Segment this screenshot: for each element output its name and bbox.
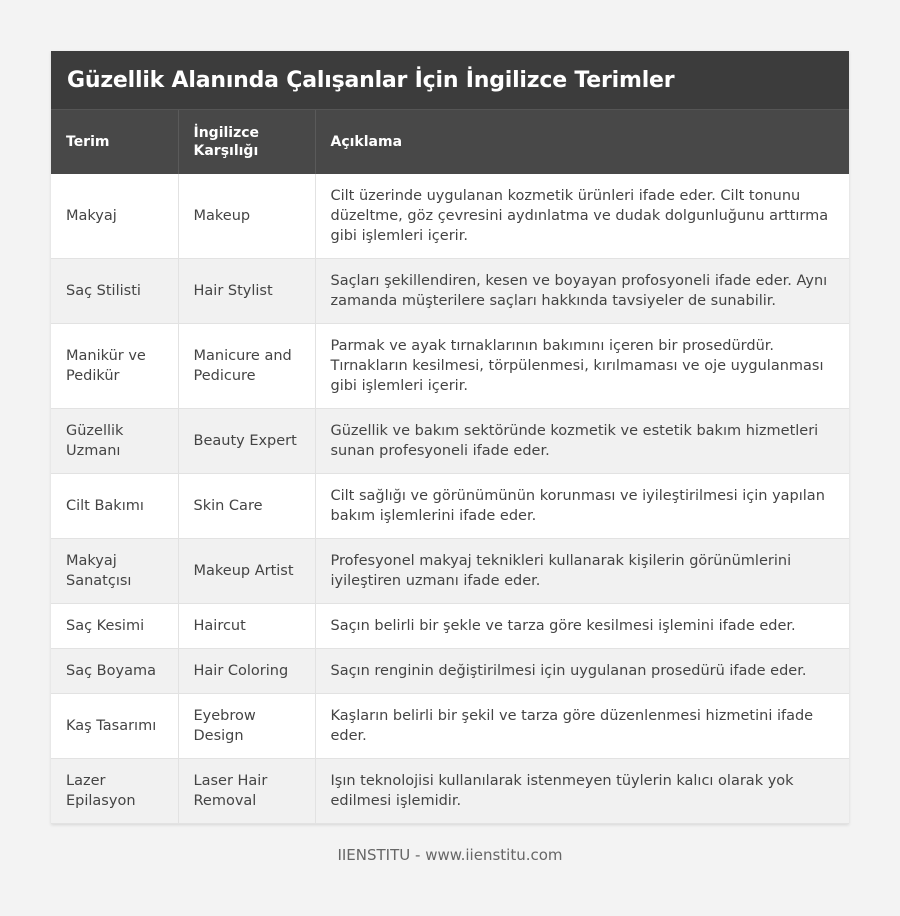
english-cell: Beauty Expert [178,409,315,474]
column-header-description: Açıklama [315,110,849,174]
table-row [51,474,849,539]
table-row [51,324,849,409]
english-cell: Haircut [178,604,315,649]
english-cell: Laser Hair Removal [178,759,315,824]
description-cell: Cilt sağlığı ve görünümünün korunması ve iyileştirilmesi için yapılan bakım işlemlerini ifade eder. [315,474,849,539]
description-cell: Parmak ve ayak tırnaklarının bakımını içeren bir prosedürdür. Tırnakların kesilmesi, törpülenmesi, kırılmaması ve oje uygulanması gibi işlemleri içerir. [315,324,849,409]
english-cell: Skin Care [178,474,315,539]
table-row [51,694,849,759]
term-cell: Manikür ve Pedikür [51,324,178,409]
term-cell: Güzellik Uzmanı [51,409,178,474]
table-row [51,604,849,649]
table-row [51,649,849,694]
page-title: Güzellik Alanında Çalışanlar İçin İngilizce Terimler [51,51,849,110]
table-row [51,174,849,259]
description-cell: Saçları şekillendiren, kesen ve boyayan profosyoneli ifade eder. Aynı zamanda müşterilere saçları hakkında tavsiyeler de sunabilir. [315,259,849,324]
table-row [51,259,849,324]
description-cell: Saçın renginin değiştirilmesi için uygulanan prosedürü ifade eder. [315,649,849,694]
table-row [51,759,849,824]
term-cell: Makyaj Sanatçısı [51,539,178,604]
description-cell: Kaşların belirli bir şekil ve tarza göre düzenlenmesi hizmetini ifade eder. [315,694,849,759]
term-cell: Cilt Bakımı [51,474,178,539]
english-cell: Hair Coloring [178,649,315,694]
term-cell: Saç Kesimi [51,604,178,649]
term-cell: Saç Boyama [51,649,178,694]
description-cell: Saçın belirli bir şekle ve tarza göre kesilmesi işlemini ifade eder. [315,604,849,649]
term-cell: Kaş Tasarımı [51,694,178,759]
terms-table-card [51,51,849,824]
term-cell: Lazer Epilasyon [51,759,178,824]
column-header-english: İngilizce Karşılığı [178,110,315,174]
english-cell: Eyebrow Design [178,694,315,759]
english-cell: Makeup Artist [178,539,315,604]
english-cell: Manicure and Pedicure [178,324,315,409]
description-cell: Cilt üzerinde uygulanan kozmetik ürünleri ifade eder. Cilt tonunu düzeltme, göz çevresini aydınlatma ve dudak dolgunluğunu arttırma gibi işlemleri içerir. [315,174,849,259]
column-header-term: Terim [51,110,178,174]
table-row [51,539,849,604]
english-cell: Hair Stylist [178,259,315,324]
term-cell: Saç Stilisti [51,259,178,324]
description-cell: Işın teknolojisi kullanılarak istenmeyen tüylerin kalıcı olarak yok edilmesi işlemidir. [315,759,849,824]
description-cell: Profesyonel makyaj teknikleri kullanarak kişilerin görünümlerini iyileştiren uzmanı ifade eder. [315,539,849,604]
term-cell: Makyaj [51,174,178,259]
english-cell: Makeup [178,174,315,259]
footer-credit: IIENSTITU - www.iienstitu.com [337,846,563,864]
terms-table [51,110,849,824]
table-header-row [51,110,849,174]
table-row [51,409,849,474]
description-cell: Güzellik ve bakım sektöründe kozmetik ve estetik bakım hizmetleri sunan profesyoneli ifade eder. [315,409,849,474]
